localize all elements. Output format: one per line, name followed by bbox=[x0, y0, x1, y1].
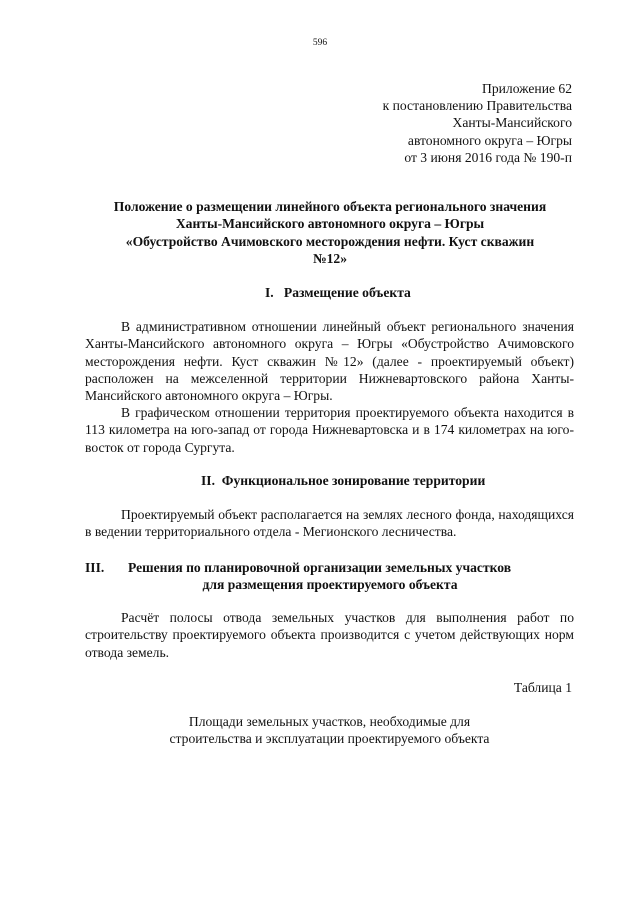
section-heading-line: Решения по планировочной организации земельных участков bbox=[128, 560, 512, 575]
section-heading-3 bbox=[85, 559, 575, 594]
title-line: «Обустройство Ачимовского месторождения нефти. Куст скважин bbox=[125, 233, 535, 249]
table-label: Таблица 1 bbox=[513, 680, 572, 695]
title-line: №12» bbox=[312, 250, 348, 266]
section-heading-2: II. Функциональное зонирование территории bbox=[201, 473, 486, 488]
annex-line: Приложение 62 bbox=[482, 81, 572, 96]
paragraph-land-allocation: Расчёт полосы отвода земельных участков для выполнения работ по строительству проектируемого объекта производится с учетом действующих норм отвода земель. bbox=[85, 610, 574, 660]
annex-line: автономного округа – Югры bbox=[407, 132, 572, 148]
title-line: Положение о размещении линейного объекта регионального значения bbox=[113, 199, 547, 214]
annex-line: к постановлению Правительства bbox=[382, 98, 572, 114]
title-line: Ханты-Мансийского автономного округа – Югры bbox=[175, 216, 485, 232]
page-number: 596 bbox=[312, 38, 328, 48]
paragraph-placement: В административном отношении линейный объект регионального значения Ханты-Мансийского автономного округа – Югры «Обустройство Ачимовского месторождения нефти. Куст скважин №12» (далее - проектируемый объект) расположен на межселенной территории Нижневартовского района Ханты-Мансийского автономного округа – Югры. bbox=[85, 319, 574, 404]
section-number: III. bbox=[85, 560, 105, 575]
annex-line: от 3 июня 2016 года № 190-п bbox=[404, 149, 572, 165]
paragraph-zoning: Проектируемый объект располагается на землях лесного фонда, находящихся в ведении территориального отдела - Мегионского лесничества. bbox=[85, 507, 574, 540]
paragraph-graphic-location: В графическом отношении территория проектируемого объекта находится в 113 километра на юго-запад от города Нижневартовска и в 174 километрах на юго-восток от города Сургута. bbox=[85, 405, 574, 455]
section-heading-1: I. Размещение объекта bbox=[265, 285, 411, 300]
caption-line: Площади земельных участков, необходимые для bbox=[188, 714, 471, 729]
caption-line: строительства и эксплуатации проектируемого объекта bbox=[169, 731, 490, 747]
table-caption bbox=[85, 713, 574, 748]
section-heading-line: для размещения проектируемого объекта bbox=[202, 577, 458, 593]
annex-line: Ханты-Мансийского bbox=[452, 115, 572, 131]
document-title bbox=[85, 198, 575, 267]
annex-header bbox=[383, 80, 572, 166]
